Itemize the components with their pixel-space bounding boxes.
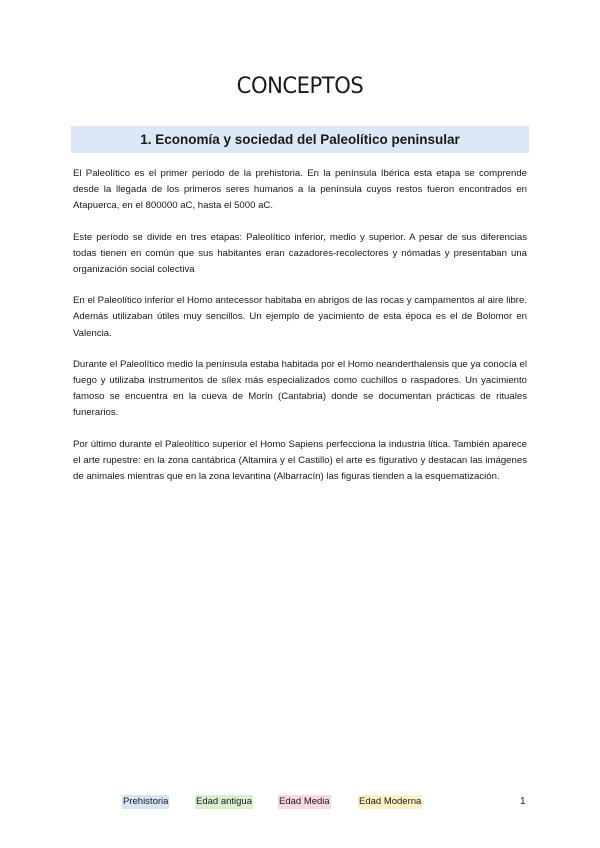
paragraph-3: En el Paleolítico inferior el Homo antecessor habitaba en abrigos de las rocas y campamentos al aire libre. Además utilizaban útiles muy sencillos. Un ejemplo de yacimiento de esta época es el de Bolomor en Valencia. xyxy=(73,295,527,339)
footer-tag-edad-antigua: Edad antigua xyxy=(196,796,252,807)
body-text xyxy=(73,166,527,500)
footer-tag-edad-media: Edad Media xyxy=(279,796,330,807)
paragraph-5: Por último durante el Paleolítico superior el Homo Sapiens perfecciona la industria lítica. También aparece el arte rupestre: en la zona cantábrica (Altamira y el Castillo) el arte es figurativo y destacan las imágenes de animales mientras que en la zona levantina (Albarracín) las figuras tienden a la esquematización. xyxy=(73,438,527,483)
footer-tag-edad-moderna: Edad Moderna xyxy=(359,796,422,807)
footer xyxy=(0,795,600,811)
paragraph-2: Este período se divide en tres etapas: Paleolítico inferior, medio y superior. A pesar de sus diferencias todas tienen en común que sus habitantes eran cazadores-recolectores y nómadas y presentaban una organización social colectiva xyxy=(73,231,527,276)
paragraph-4: Durante el Paleolítico medio la península estaba habitada por el Homo neanderthalensis que ya conocía el fuego y utilizaba instrumentos de sílex más especializados como cuchillos o raspadores. Un yacimiento famoso se encuentra en la cueva de Morín (Cantabria) donde se documentan prácticas de rituales funerarios. xyxy=(73,358,527,419)
footer-tag-prehistoria: Prehistoria xyxy=(123,796,169,807)
page-title: CONCEPTOS xyxy=(236,74,364,99)
paragraph-1: El Paleolítico es el primer período de la prehistoria. En la península Ibérica esta etapa se comprende desde la llegada de los primeros seres humanos a la península cuyos restos fueron encontrados en Atapuerca, en el 800000 aC, hasta el 5000 aC. xyxy=(73,168,527,212)
section-heading: 1. Economía y sociedad del Paleolítico peninsular xyxy=(71,126,529,153)
page-number: 1 xyxy=(520,796,526,807)
